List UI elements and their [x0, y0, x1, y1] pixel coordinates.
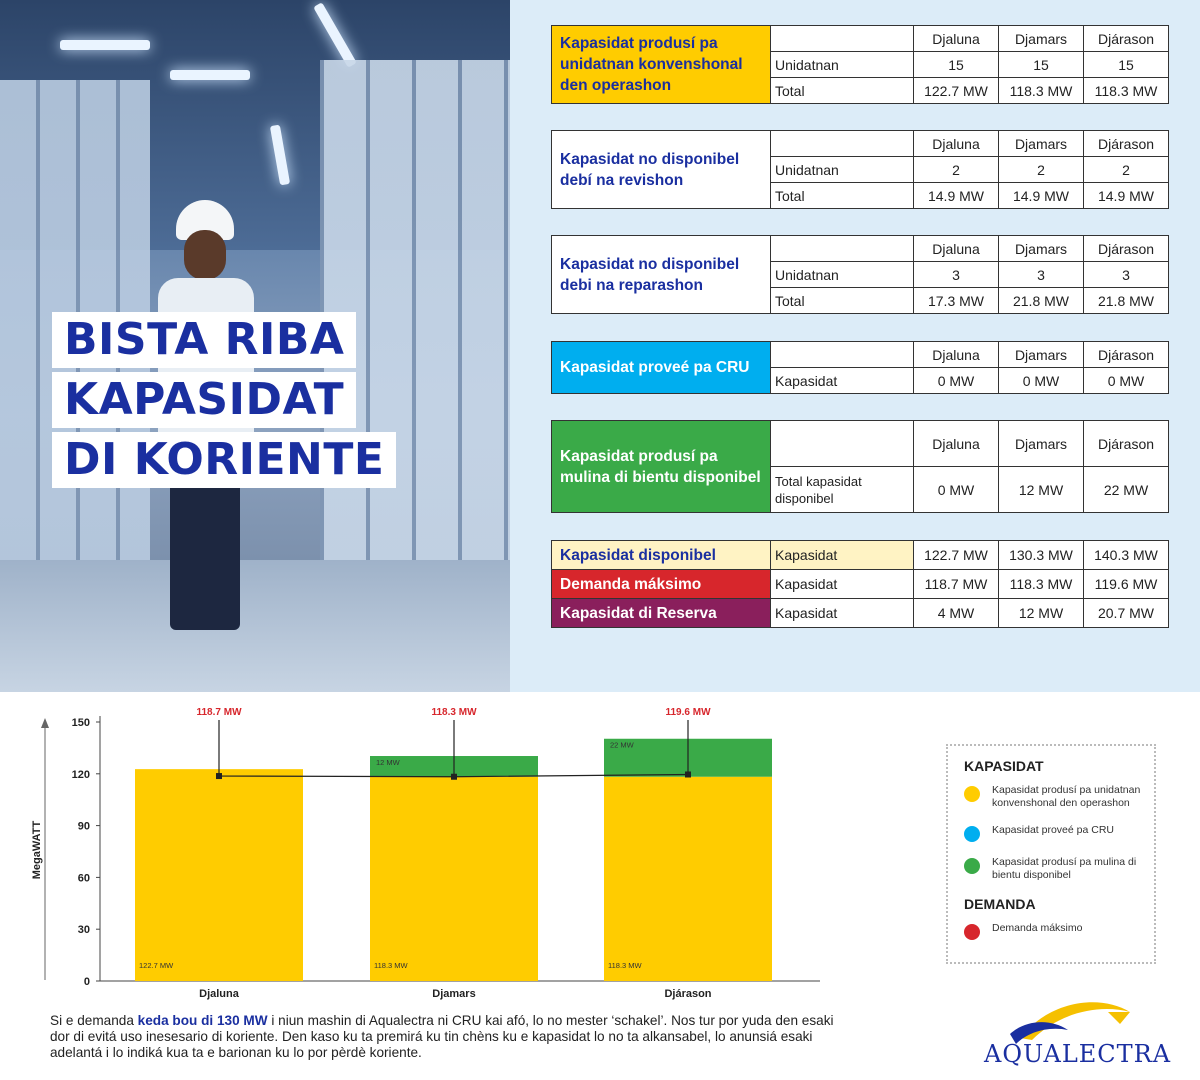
table-cell: 17.3 MW [914, 288, 999, 314]
row-label: Unidatnan [771, 52, 914, 78]
table-title: Kapasidat proveé pa CRU [552, 342, 771, 394]
capacity-table [551, 25, 1169, 104]
summary-cell: 118.3 MW [999, 570, 1084, 599]
demand-label: 119.6 MW [665, 707, 711, 718]
bar-conventional [604, 777, 772, 981]
table-corner [771, 26, 914, 52]
table-corner [771, 131, 914, 157]
bar-label-wind: 12 MW [376, 758, 400, 768]
column-header: Djárason [1084, 131, 1169, 157]
note-highlight: keda bou di 130 MW [137, 1013, 268, 1028]
ceiling-light [60, 40, 150, 50]
legend-label: Kapasidat proveé pa CRU [992, 824, 1114, 836]
table-cell: 122.7 MW [914, 78, 999, 104]
column-header: Djamars [999, 26, 1084, 52]
demand-point [685, 771, 691, 777]
column-header: Djárason [1084, 342, 1169, 368]
legend-item-cru [964, 824, 1154, 842]
table-cell: 14.9 MW [914, 183, 999, 209]
table-header-row [552, 342, 1169, 368]
bar-label-wind: 22 MW [610, 740, 634, 750]
table-cell: 0 MW [914, 467, 999, 513]
column-header: Djárason [1084, 26, 1169, 52]
row-label: Total [771, 288, 914, 314]
summary-row [552, 541, 1169, 570]
table-header-row [552, 131, 1169, 157]
x-tick-label: Djamars [432, 988, 476, 1000]
legend-label: Kapasidat produsí pa unidatnan konvenshonal den operashon [992, 784, 1141, 809]
capacity-table [551, 341, 1169, 394]
column-header: Djaluna [914, 26, 999, 52]
summary-table [551, 540, 1169, 628]
column-header: Djaluna [914, 421, 999, 467]
legend-label: Kapasidat produsí pa mulina di bientu disponibel [992, 856, 1137, 881]
table-cell: 21.8 MW [1084, 288, 1169, 314]
legend-dot [964, 924, 980, 940]
table-cell: 0 MW [914, 368, 999, 394]
row-label: Total [771, 78, 914, 104]
x-tick-label: Djaluna [199, 988, 239, 1000]
summary-cell: 119.6 MW [1084, 570, 1169, 599]
column-header: Djamars [999, 236, 1084, 262]
note-text-start: Si e demanda [50, 1013, 138, 1028]
table-cell: 3 [1084, 262, 1169, 288]
demand-label: 118.7 MW [196, 707, 242, 718]
legend-section-demand: DEMANDA [964, 896, 1036, 912]
row-label: Kapasidat [771, 599, 914, 628]
column-header: Djaluna [914, 131, 999, 157]
summary-cell: 122.7 MW [914, 541, 999, 570]
note-text-end: i niun mashin di Aqualectra ni CRU kai afó, lo no mester ‘schakel’. Nos tur por yuda den esaki dor di evitá uso inesesario di koriente. Den kaso ku ta premirá ku tin chèns ku e kapasidat lo no ta alkansabel, lo anunsiá esaki adelantá i lo indiká kua ta e barionan ku lo por pèrdè koriente. [50, 1013, 834, 1060]
column-header: Djamars [999, 131, 1084, 157]
summary-row [552, 570, 1169, 599]
table-corner [771, 236, 914, 262]
capacity-table [551, 235, 1169, 314]
table-cell: 118.3 MW [999, 78, 1084, 104]
table-cell: 15 [1084, 52, 1169, 78]
y-tick-label: 120 [71, 768, 90, 781]
table-header-row [552, 421, 1169, 467]
y-tick-label: 90 [77, 820, 90, 833]
y-axis-label: MegaWATT [31, 820, 43, 880]
table-cell: 14.9 MW [1084, 183, 1169, 209]
bar-label-conventional: 122.7 MW [139, 961, 174, 970]
row-label: Kapasidat [771, 570, 914, 599]
title-line-1: BISTA RIBA [52, 312, 356, 368]
capacity-table [551, 420, 1169, 513]
table-cell: 118.3 MW [1084, 78, 1169, 104]
table-title: Kapasidat produsí pa mulina di bientu disponibel [552, 421, 771, 513]
column-header: Djamars [999, 421, 1084, 467]
row-label: Kapasidat [771, 368, 914, 394]
summary-cell: 140.3 MW [1084, 541, 1169, 570]
ceiling-light [170, 70, 250, 80]
y-tick-label: 0 [83, 976, 90, 988]
table-cell: 14.9 MW [999, 183, 1084, 209]
bar-conventional [135, 769, 303, 981]
table-cell: 3 [914, 262, 999, 288]
column-header: Djamars [999, 342, 1084, 368]
page-title [52, 312, 396, 492]
y-tick-label: 30 [77, 924, 90, 937]
table-cell: 2 [999, 157, 1084, 183]
summary-cell: 130.3 MW [999, 541, 1084, 570]
y-tick-label: 150 [71, 717, 90, 729]
info-note [50, 1013, 840, 1061]
legend-item-wind [964, 856, 1154, 882]
bar-label-conventional: 118.3 MW [608, 961, 642, 970]
bar-conventional [370, 777, 538, 981]
legend-section-capacity: KAPASIDAT [964, 758, 1044, 774]
table-cell: 12 MW [999, 467, 1084, 513]
column-header: Djaluna [914, 342, 999, 368]
legend-item-conventional [964, 784, 1154, 810]
summary-cell: 4 MW [914, 599, 999, 628]
summary-row [552, 599, 1169, 628]
summary-cell: 20.7 MW [1084, 599, 1169, 628]
chart-legend [946, 744, 1156, 964]
table-cell: 22 MW [1084, 467, 1169, 513]
summary-cell: 118.7 MW [914, 570, 999, 599]
row-label: Kapasidat [771, 541, 914, 570]
legend-item-demand [964, 922, 1154, 940]
demand-point [216, 773, 222, 779]
head [184, 230, 226, 280]
x-tick-label: Djárason [664, 988, 712, 1000]
row-label: Unidatnan [771, 157, 914, 183]
title-line-3: DI KORIENTE [52, 432, 396, 488]
y-tick-label: 60 [77, 872, 90, 885]
logo-wordmark: AQUALECTRA [984, 1040, 1172, 1068]
capacity-table [551, 130, 1169, 209]
table-corner [771, 342, 914, 368]
table-header-row [552, 26, 1169, 52]
hero-photo [0, 0, 510, 692]
table-cell: 0 MW [1084, 368, 1169, 394]
table-cell: 15 [999, 52, 1084, 78]
table-title: Kapasidat no disponibel debí na revishon [552, 131, 771, 209]
row-label: Total [771, 183, 914, 209]
table-cell: 15 [914, 52, 999, 78]
capacity-chart [0, 700, 930, 1000]
summary-label: Kapasidat disponibel [552, 541, 771, 570]
legend-label: Demanda máksimo [992, 922, 1083, 934]
column-header: Djárason [1084, 421, 1169, 467]
demand-label: 118.3 MW [431, 707, 477, 718]
table-corner [771, 421, 914, 467]
legend-dot [964, 786, 980, 802]
summary-label: Demanda máksimo [552, 570, 771, 599]
table-cell: 21.8 MW [999, 288, 1084, 314]
legend-dot [964, 858, 980, 874]
capacity-panel [510, 0, 1200, 692]
table-header-row [552, 236, 1169, 262]
table-title: Kapasidat produsí pa unidatnan konvenshonal den operashon [552, 26, 771, 104]
table-cell: 0 MW [999, 368, 1084, 394]
legend-dot [964, 826, 980, 842]
demand-point [451, 774, 457, 780]
title-line-2: KAPASIDAT [52, 372, 356, 428]
row-label: Unidatnan [771, 262, 914, 288]
column-header: Djárason [1084, 236, 1169, 262]
table-title: Kapasidat no disponibel debi na reparashon [552, 236, 771, 314]
summary-cell: 12 MW [999, 599, 1084, 628]
column-header: Djaluna [914, 236, 999, 262]
row-label: Total kapasidat disponibel [771, 467, 914, 513]
bar-label-conventional: 118.3 MW [374, 961, 408, 970]
table-cell: 2 [914, 157, 999, 183]
y-axis-arrowhead [41, 718, 49, 728]
summary-label: Kapasidat di Reserva [552, 599, 771, 628]
table-cell: 3 [999, 262, 1084, 288]
table-cell: 2 [1084, 157, 1169, 183]
